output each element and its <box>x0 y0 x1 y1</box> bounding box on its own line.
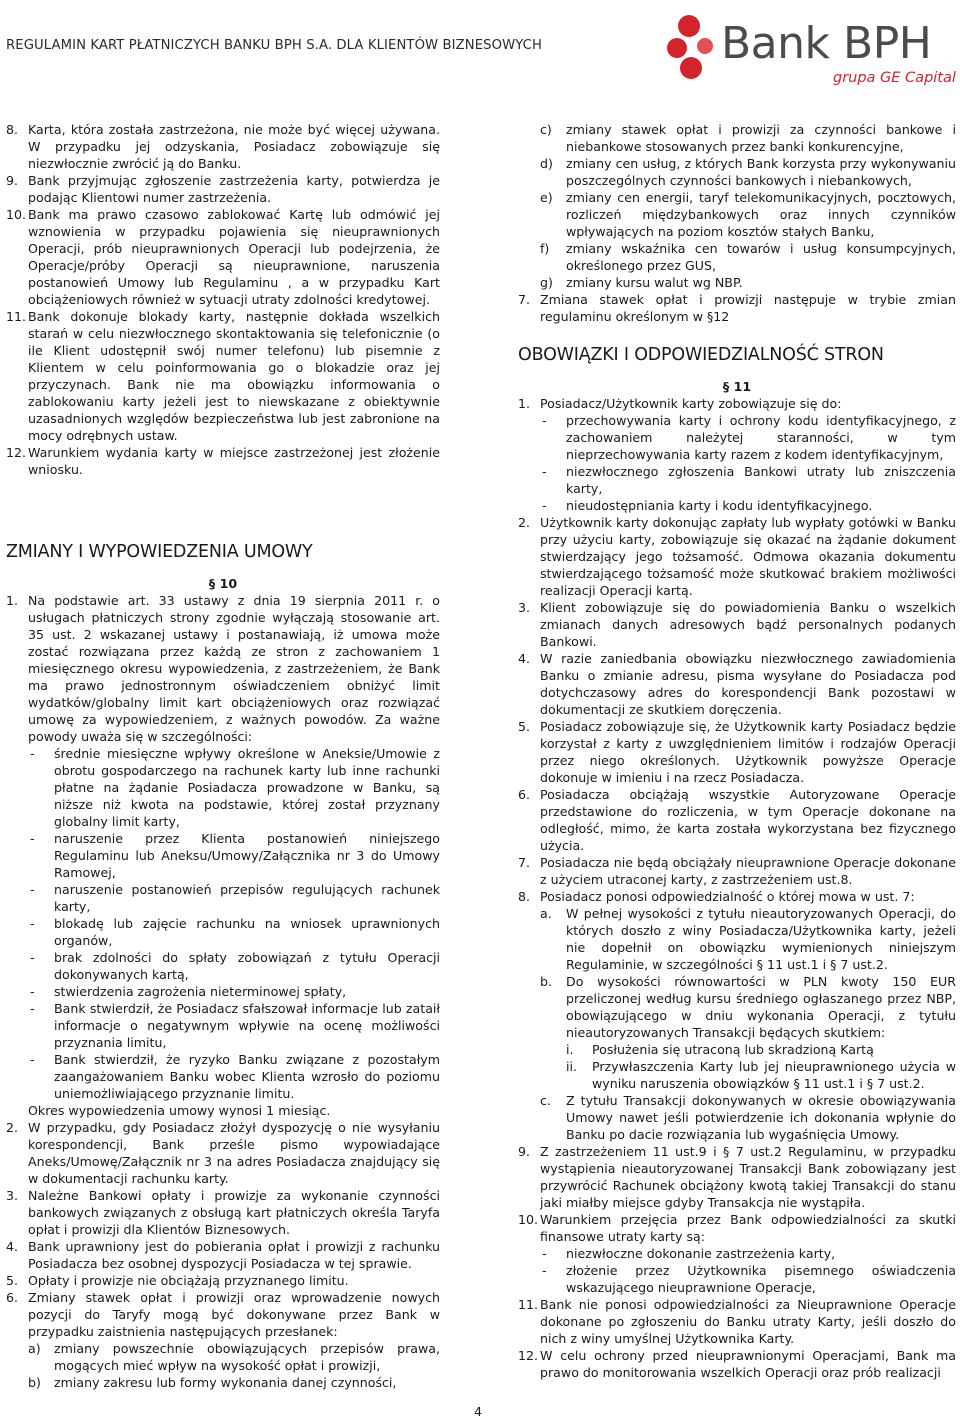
clause-10: 10. Bank ma prawo czasowo zablokować Kartę lub odmówić jej wznowienia w przypadku pojawienia się nieuprawnionych Operacji, prób nieuprawnionych Operacji lub podejrzenia, że Operacje/próby Operacji są nieuprawnione, naruszenia postanowień Umowy lub Regulaminu , a w przypadku Kart obciążeniowych również w sytuacji utraty zdolności kredytowej. <box>6 207 440 307</box>
lettered-item: f) zmiany wskaźnika cen towarów i usług konsumpcyjnych, określonego przez GUS, <box>540 241 956 273</box>
bank-logo-text: Bank BPH <box>721 18 932 69</box>
paragraph-11-heading: § 11 <box>722 379 752 394</box>
dash-item: - niezwłoczne dokonanie zastrzeżenia karty, <box>542 1246 836 1261</box>
clause-12: 12. Warunkiem wydania karty w miejsce zastrzeżonej jest złożenie wniosku. <box>6 445 440 477</box>
section-11-point-10: 10. Warunkiem przejęcia przez Bank odpowiedzialności za skutki finansowe utraty karty są: <box>518 1212 956 1244</box>
bank-logo-subtitle: grupa GE Capital <box>833 70 956 86</box>
section-title-obligations: OBOWIĄZKI I ODPOWIEDZIALNOŚĆ STRON <box>518 345 884 365</box>
bank-logo <box>663 10 956 96</box>
section-11-point-3: 3. Klient zobowiązuje się do powiadomienia Banku o wszelkich zmianach danych adresowych bądź personalnych podanych Bankowi. <box>518 600 956 649</box>
lettered-item: c) zmiany stawek opłat i prowizji za czynności bankowe i niebankowe stosowanych przez banki konkurencyjne, <box>540 122 956 154</box>
right-column <box>518 121 956 1381</box>
section-11-point-7: 7. Posiadacza nie będą obciążały nieuprawnione Operacje dokonane z użyciem utraconej karty, z zastrzeżeniem ust.8. <box>518 855 956 887</box>
section-11-point-1-dash-list <box>540 412 956 514</box>
section-11-point-4: 4. W razie zaniedbania obowiązku niezwłocznego zawiadomienia Banku o zmianie adresu, pisma wysyłane do Posiadacza pod dotychczasowy adres do korespondencji Bank pozostawi w dokumentacji ze skutkiem doręczenia. <box>518 651 956 717</box>
section-10-point-6-list-continued <box>540 121 956 291</box>
lettered-item: e) zmiany cen energii, taryf telekomunikacyjnych, pocztowych, rozliczeń międzybankowych oraz innych czynników wpływających na poziom kosztów stałych Banku, <box>540 190 956 239</box>
section-10-point-2: 2. W przypadku, gdy Posiadacz złożył dyspozycję o nie wysyłaniu korespondencji, Bank prześle pismo wypowiadające Aneks/Umowę/Załącznik nr 3 na adres Posiadacza znajdujący się w dokumentacji rachunku karty. <box>6 1120 440 1186</box>
dash-item: - brak zdolności do spłaty zobowiązań z tytułu Operacji dokonywanych kartą, <box>30 950 440 982</box>
section-title-changes: ZMIANY I WYPOWIEDZENIA UMOWY <box>6 542 313 562</box>
roman-item: i. Posłużenia się utraconą lub skradzioną Kartą <box>566 1042 874 1057</box>
section-10-point-6-list <box>28 1340 440 1391</box>
lettered-item: c. Z tytułu Transakcji dokonywanych w okresie obowiązywania Umowy nawet jeśli potwierdzenie ich dokonania wpłynie do Banku po dacie rozwiązania lub wygaśnięcia Umowy. <box>540 1093 956 1142</box>
section-10-point-3: 3. Należne Bankowi opłaty i prowizje za wykonanie czynności bankowych związanych z obsługą kart płatniczych określa Taryfa opłat i prowizji dla Klientów Biznesowych. <box>6 1188 440 1237</box>
section-11-point-9: 9. Z zastrzeżeniem 11 ust.9 i § 7 ust.2 Regulaminu, w przypadku wystąpienia nieautoryzowanej Transakcji Bank zobowiązany jest przywrócić Rachunek obciążony kwotą takiej Transakcji do stanu jaki miałby miejsce gdyby Transakcja nie wystąpiła. <box>518 1144 956 1210</box>
section-11-point-2: 2. Użytkownik karty dokonując zapłaty lub wypłaty gotówki w Banku przy użyciu karty, zobowiązuje się okazać na żądanie dokument stwierdzający jego tożsamość. Odmowa okazania dokumentu stwierdzającego tożsamość może skutkować brakiem możliwości realizacji Operacji kartą. <box>518 515 956 598</box>
dash-item: - średnie miesięczne wpływy określone w Aneksie/Umowie z obrotu gospodarczego na rachunek karty lub inne rachunki płatne na żądanie Posiadacza prowadzone w Banku, są niższe niż kwota na podstawie, której został przyznany globalny limit karty, <box>30 746 440 829</box>
section-11-point-1: 1. Posiadacz/Użytkownik karty zobowiązuje się do: <box>518 396 842 411</box>
document-header-title: REGULAMIN KART PŁATNICZYCH BANKU BPH S.A. DLA KLIENTÓW BIZNESOWYCH <box>6 38 543 53</box>
lettered-item: d) zmiany cen usług, z których Bank korzysta przy wykonywaniu poszczególnych czynności bankowych i niebankowych, <box>540 156 956 188</box>
lettered-item: a. W pełnej wysokości z tytułu nieautoryzowanych Operacji, do których doszło z winy Posiadacza/Użytkownika karty, jeżeli nie dopełnił on obowiązku wymienionych niniejszym Regulaminie, w szczególności § 11 ust.1 i § 7 ust.2. <box>540 906 956 972</box>
section-11-point-8: 8. Posiadacz ponosi odpowiedzialność o której mowa w ust. 7: <box>518 889 915 904</box>
dash-item: - Bank stwierdził, że Posiadacz sfałszował informacje lub zataił informacje o negatywnym wpływie na ocenę możliwości przyznania limitu, <box>30 1001 440 1050</box>
section-11-point-12: 12. W celu ochrony przed nieuprawnionymi Operacjami, Bank ma prawo do monitorowania wszelkich Operacji oraz prób realizacji <box>518 1348 956 1380</box>
roman-item: ii. Przywłaszczenia Karty lub jej nieuprawnionego użycia w wyniku naruszenia obowiązków § 11 ust.1 i § 7 ust.2. <box>566 1059 956 1091</box>
section-10-point-6: 6. Zmiany stawek opłat i prowizji oraz wprowadzenie nowych pozycji do Taryfy mogą być dokonywane przez Bank w przypadku zaistnienia następujących przesłanek: <box>6 1290 440 1339</box>
lettered-item: b. Do wysokości równowartości w PLN kwoty 150 EUR przeliczonej według kursu średniego ogłaszanego przez NBP, obowiązującego w dniu wykonania Operacji, z tytułu nieautoryzowanych Transakcji będących skutkiem: <box>540 974 956 1040</box>
section-10-point-4: 4. Bank uprawniony jest do pobierania opłat i prowizji z rachunku Posiadacza bez osobnej dyspozycji Posiadacza w tej sprawie. <box>6 1239 440 1271</box>
section-11-point-10-dash-list <box>540 1245 956 1296</box>
dash-item: - niezwłocznego zgłoszenia Bankowi utraty lub zniszczenia karty, <box>542 464 956 496</box>
lettered-item: a) zmiany powszechnie obowiązujących przepisów prawa, mogących mieć wpływ na wysokość opłat i prowizji, <box>28 1341 440 1373</box>
section-11-point-6: 6. Posiadacza obciążają wszystkie Autoryzowane Operacje przedstawione do rozliczenia, w tym Operacje dokonane na odległość, mimo, że karta została wykorzystana bez fizycznego użycia. <box>518 787 956 853</box>
dash-item: - przechowywania karty i ochrony kodu identyfikacyjnego, z zachowaniem należytej staranności, w tym nieprzechowywania karty razem z kodem identyfikacyjnym, <box>542 413 956 462</box>
dash-item: - naruszenie przez Klienta postanowień niniejszego Regulaminu lub Aneksu/Umowy/Załącznika nr 3 do Umowy Ramowej, <box>30 831 440 880</box>
section-11-point-8-list <box>540 905 956 1143</box>
dash-item: - złożenie przez Użytkownika pisemnego oświadczenia wskazującego nieuprawnione Operacje, <box>542 1263 956 1295</box>
clause-11: 11. Bank dokonuje blokady karty, następnie dokłada wszelkich starań w celu niezwłocznego skontaktowania się telefonicznie (o ile Klient udostępnił swój numer telefonu) lub pisemnie z Klientem w celu poinformowania go o blokadzie oraz jej przyczynach. Bank nie ma obowiązku informowania o zablokowaniu karty jeżeli jest to niewskazane z obiektywnie uzasadnionych względów bezpieczeństwa lub jest zabronione na mocy odrębnych ustaw. <box>6 309 440 443</box>
dash-item: - blokadę lub zajęcie rachunku na wniosek uprawnionych organów, <box>30 916 440 948</box>
paragraph-10-heading: § 10 <box>208 576 238 591</box>
dash-item: - Bank stwierdził, że ryzyko Banku związane z pozostałym zaangażowaniem Banku wobec Klienta wzrosło do poziomu uniemożliwiającego przyznanie limitu. <box>30 1052 440 1101</box>
notice-period-text: Okres wypowiedzenia umowy wynosi 1 miesiąc. <box>28 1103 331 1118</box>
dash-item: - nieudostępniania karty i kodu identyfikacyjnego. <box>542 498 873 513</box>
clause-8: 8. Karta, która została zastrzeżona, nie może być więcej używana. W przypadku jej odzyskania, Posiadacz zobowiązuje się niezwłocznie zwrócić ją do Banku. <box>6 122 440 171</box>
section-11-point-5: 5. Posiadacz zobowiązuje się, że Użytkownik karty Posiadacz będzie korzystał z karty z uwzględnieniem limitów i rodzajów Operacji przez niego określonych. Użytkownik powyższe Operacje dokonuje w imieniu i na rzecz Posiadacza. <box>518 719 956 785</box>
dash-item: - stwierdzenia zagrożenia nieterminowej spłaty, <box>30 984 347 999</box>
section-10-point-1-dash-list <box>28 745 440 1102</box>
bank-logo-emblem <box>663 12 719 82</box>
left-column <box>6 121 440 1391</box>
page-number: 4 <box>474 1404 483 1419</box>
roman-list <box>566 1041 956 1092</box>
section-10-point-5: 5. Opłaty i prowizje nie obciążają przyznanego limitu. <box>6 1273 349 1288</box>
section-11-point-11: 11. Bank nie ponosi odpowiedzialności za Nieuprawnione Operacje dokonane po zgłoszeniu do Banku utraty Karty, jeśli doszło do nich z winy umyślnej Użytkownika Karty. <box>518 1297 956 1346</box>
section-10-point-1: 1. Na podstawie art. 33 ustawy z dnia 19 sierpnia 2011 r. o usługach płatniczych strony zgodnie wyłączają stosowanie art. 35 ust. 2 wskazanej ustawy i postanawiają, iż umowa może zostać rozwiązana przez każdą ze stron z zachowaniem 1 miesięcznego okresu wypowiedzenia, z zastrzeżeniem, że Bank ma prawo jednostronnym oświadczeniem obniżyć limit wydatków/globalny limit kart obciążeniowych oraz rozwiązać umowę za wypowiedzeniem, z ważnych powodów. Za ważne powody uważa się w szczególności: <box>6 593 440 744</box>
dash-item: - naruszenie postanowień przepisów regulujących rachunek karty, <box>30 882 440 914</box>
lettered-item: g) zmiany kursu walut wg NBP. <box>540 275 743 290</box>
lettered-item: b) zmiany zakresu lub formy wykonania danej czynności, <box>28 1375 397 1390</box>
clause-9: 9. Bank przyjmując zgłoszenie zastrzeżenia karty, potwierdza je podając Klientowi numer zastrzeżenia. <box>6 173 440 205</box>
section-10-point-7: 7. Zmiana stawek opłat i prowizji następuje w trybie zmian regulaminu określonym w §12 <box>518 292 956 324</box>
